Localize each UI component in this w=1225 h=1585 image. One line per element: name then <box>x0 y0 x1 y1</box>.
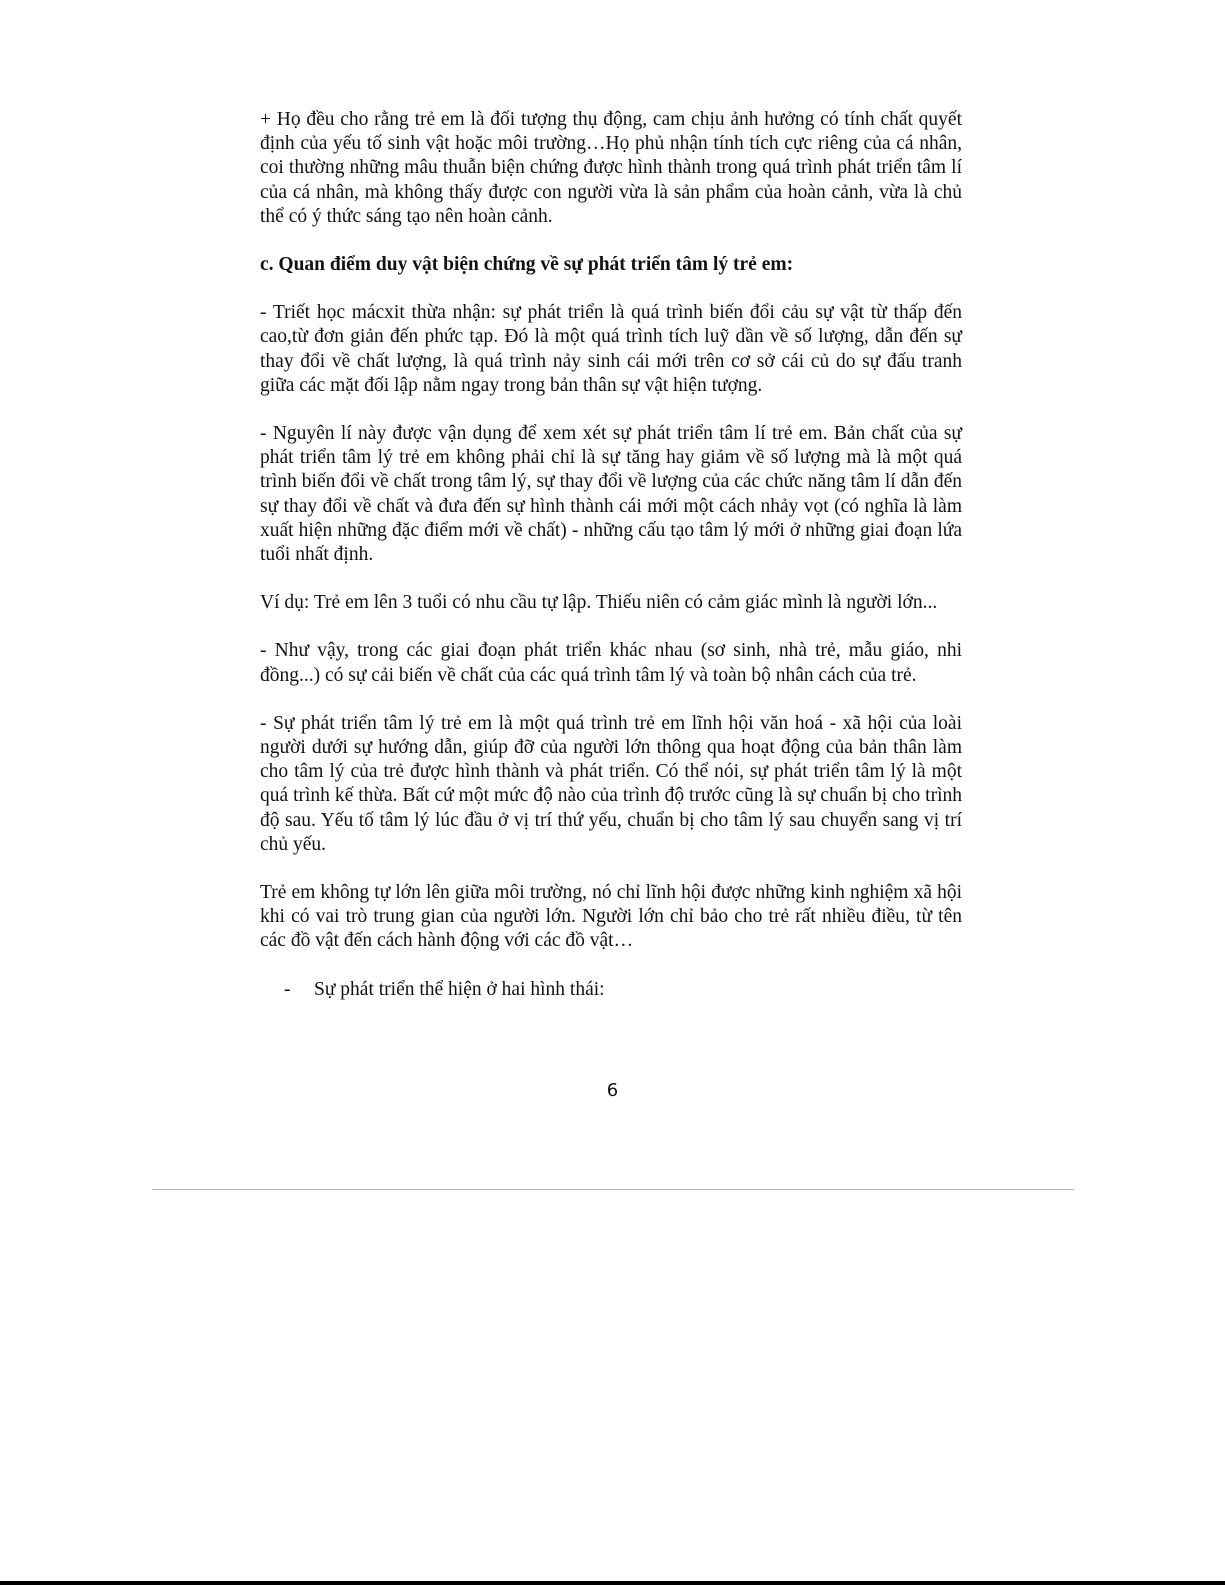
paragraph-adult-mediation: Trẻ em không tự lớn lên giữa môi trường, nó chỉ lĩnh hội được những kinh nghiệm xã hội khi có vai trò trung gian của người lớn. Người lớn chỉ bảo cho trẻ rất nhiều điều, từ tên các đồ vật đến cách hành động với các đồ vật… <box>260 882 962 952</box>
list-item-text: Sự phát triển thể hiện ở hai hình thái: <box>314 978 605 1000</box>
list-marker: - <box>284 978 291 1000</box>
page-divider <box>152 1189 1074 1190</box>
section-heading-dialectical-view: c. Quan điểm duy vật biện chứng về sự phát triển tâm lý trẻ em: <box>260 254 794 276</box>
bottom-edge-strip <box>0 1581 1225 1585</box>
paragraph-passive-view: + Họ đều cho rằng trẻ em là đối tượng thụ động, cam chịu ảnh hưởng có tính chất quyết định của yếu tố sinh vật hoặc môi trường…Họ phủ nhận tính tích cực riêng của cá nhân, coi thường những mâu thuẫn biện chứng được hình thành trong quá trình phát triển tâm lí của cá nhân, mà không thấy được con người vừa là sản phẩm của hoàn cảnh, vừa là chủ thể có ý thức sáng tạo nên hoàn cảnh. <box>260 109 962 227</box>
page-number: 6 <box>606 1080 619 1101</box>
paragraph-cultural-acquisition: - Sự phát triển tâm lý trẻ em là một quá trình trẻ em lĩnh hội văn hoá - xã hội của loài người dưới sự hướng dẫn, giúp đỡ của người lớn thông qua hoạt động của bản thân làm cho tâm lý của trẻ được hình thành và phát triển. Có thể nói, sự phát triển tâm lý là một quá trình kế thừa. Bất cứ một mức độ nào của trình độ trước cũng là sự chuẩn bị cho trình độ sau. Yếu tố tâm lý lúc đầu ở vị trí thứ yếu, chuẩn bị cho tâm lý sau chuyển sang vị trí chủ yếu. <box>260 712 962 855</box>
page-content <box>260 108 962 1002</box>
list-item-development-forms <box>260 978 962 1002</box>
paragraph-principle-application: - Nguyên lí này được vận dụng để xem xét sự phát triển tâm lí trẻ em. Bản chất của sự phát triển tâm lý trẻ em không phải chỉ là sự tăng hay giảm về số lượng mà là một quá trình biến đổi về chất trong tâm lý, sự thay đổi về lượng của các chức năng tâm lí dẫn đến sự thay đổi về chất và đưa đến sự hình thành cái mới một cách nhảy vọt (có nghĩa là làm xuất hiện những đặc điểm mới về chất) - những cấu tạo tâm lý mới ở những giai đoạn lứa tuổi nhất định. <box>260 423 962 566</box>
paragraph-development-stages: - Như vậy, trong các giai đoạn phát triển khác nhau (sơ sinh, nhà trẻ, mẫu giáo, nhi đồng...) có sự cải biến về chất của các quá trình tâm lý và toàn bộ nhân cách của trẻ. <box>260 640 962 686</box>
paragraph-example: Ví dụ: Trẻ em lên 3 tuổi có nhu cầu tự lập. Thiếu niên có cảm giác mình là người lớn... <box>260 592 938 614</box>
paragraph-marxist-philosophy: - Triết học mácxit thừa nhận: sự phát triển là quá trình biến đổi cảu sự vật từ thấp đến cao,từ đơn giản đến phức tạp. Đó là một quá trình tích luỹ dần về số lượng, dẫn đến sự thay đổi về chất lượng, là quá trình nảy sinh cái mới trên cơ sở cái củ do sự đấu tranh giữa các mặt đối lập nằm ngay trong bản thân sự vật hiện tượng. <box>260 302 962 396</box>
